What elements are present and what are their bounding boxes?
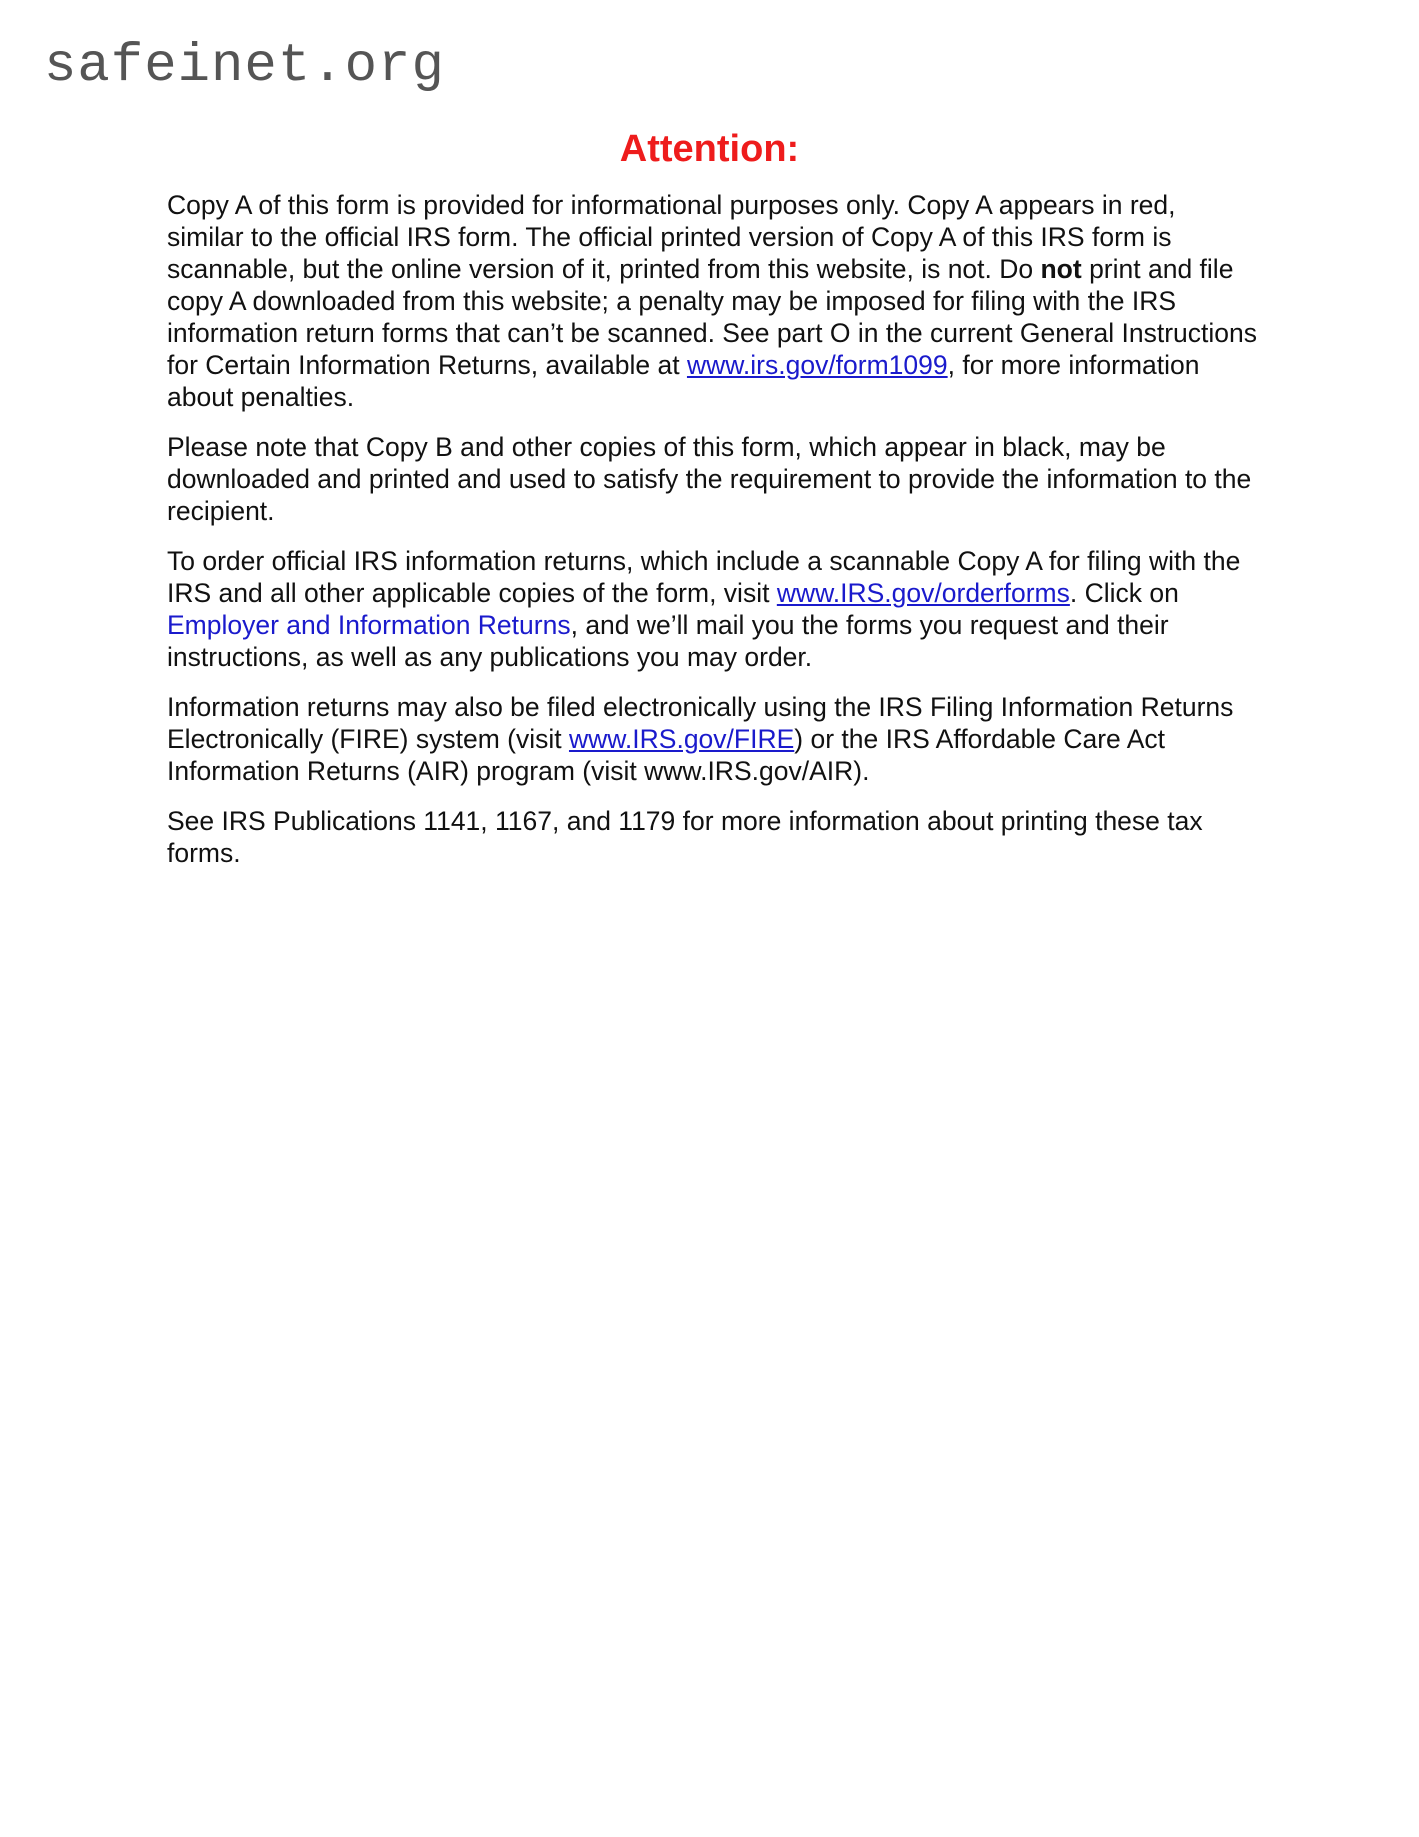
attention-heading: Attention: <box>619 128 800 170</box>
paragraph-text: Information returns may also be filed electronically using the IRS Filing Information Returns Electronically (FIRE) system (visit <box>167 692 1234 754</box>
paragraph-text: Please note that Copy B and other copies of this form, which appear in black, may be downloaded and printed and used to satisfy the requirement to provide the information to the recipient. <box>167 432 1252 526</box>
paragraph-text: , and we’ll mail you the forms you request and their instructions, as well as any publications you may order. <box>167 610 1169 672</box>
notice-body <box>167 189 1257 887</box>
link-employer-information-returns[interactable]: Employer and Information Returns <box>167 610 571 640</box>
paragraph-text: Copy A of this form is provided for informational purposes only. Copy A appears in red, similar to the official IRS form. The official printed version of Copy A of this IRS form is scannable, but the online version of it, printed from this website, is not. Do <box>167 190 1176 284</box>
paragraph-copy-b-note <box>167 431 1257 527</box>
paragraph-text: To order official IRS information returns, which include a scannable Copy A for filing with the IRS and all other applicable copies of the form, visit <box>167 546 1241 608</box>
paragraph-text: . Click on <box>1069 578 1179 608</box>
link-fire[interactable]: www.IRS.gov/FIRE <box>568 724 795 754</box>
site-watermark: safeinet.org <box>44 36 445 97</box>
link-form1099[interactable]: www.irs.gov/form1099 <box>686 350 948 380</box>
link-orderforms[interactable]: www.IRS.gov/orderforms <box>776 578 1070 608</box>
paragraph-publications <box>167 805 1257 869</box>
emphasis-not: not <box>1040 254 1082 284</box>
paragraph-text: ) or the IRS Affordable Care Act Information Returns (AIR) program (visit www.IRS.gov/AIR). <box>167 724 1165 786</box>
paragraph-text: print and file copy A downloaded from this website; a penalty may be imposed for filing with the IRS information return forms that can’t be scanned. See part O in the current General Instructions for Certain Information Returns, available at <box>167 254 1257 380</box>
paragraph-text: , for more information about penalties. <box>167 350 1200 412</box>
paragraph-electronic-filing <box>167 691 1257 787</box>
paragraph-copy-a-notice <box>167 189 1257 413</box>
paragraph-text: See IRS Publications 1141, 1167, and 1179 for more information about printing these tax forms. <box>167 806 1203 868</box>
paragraph-order-forms <box>167 545 1257 673</box>
